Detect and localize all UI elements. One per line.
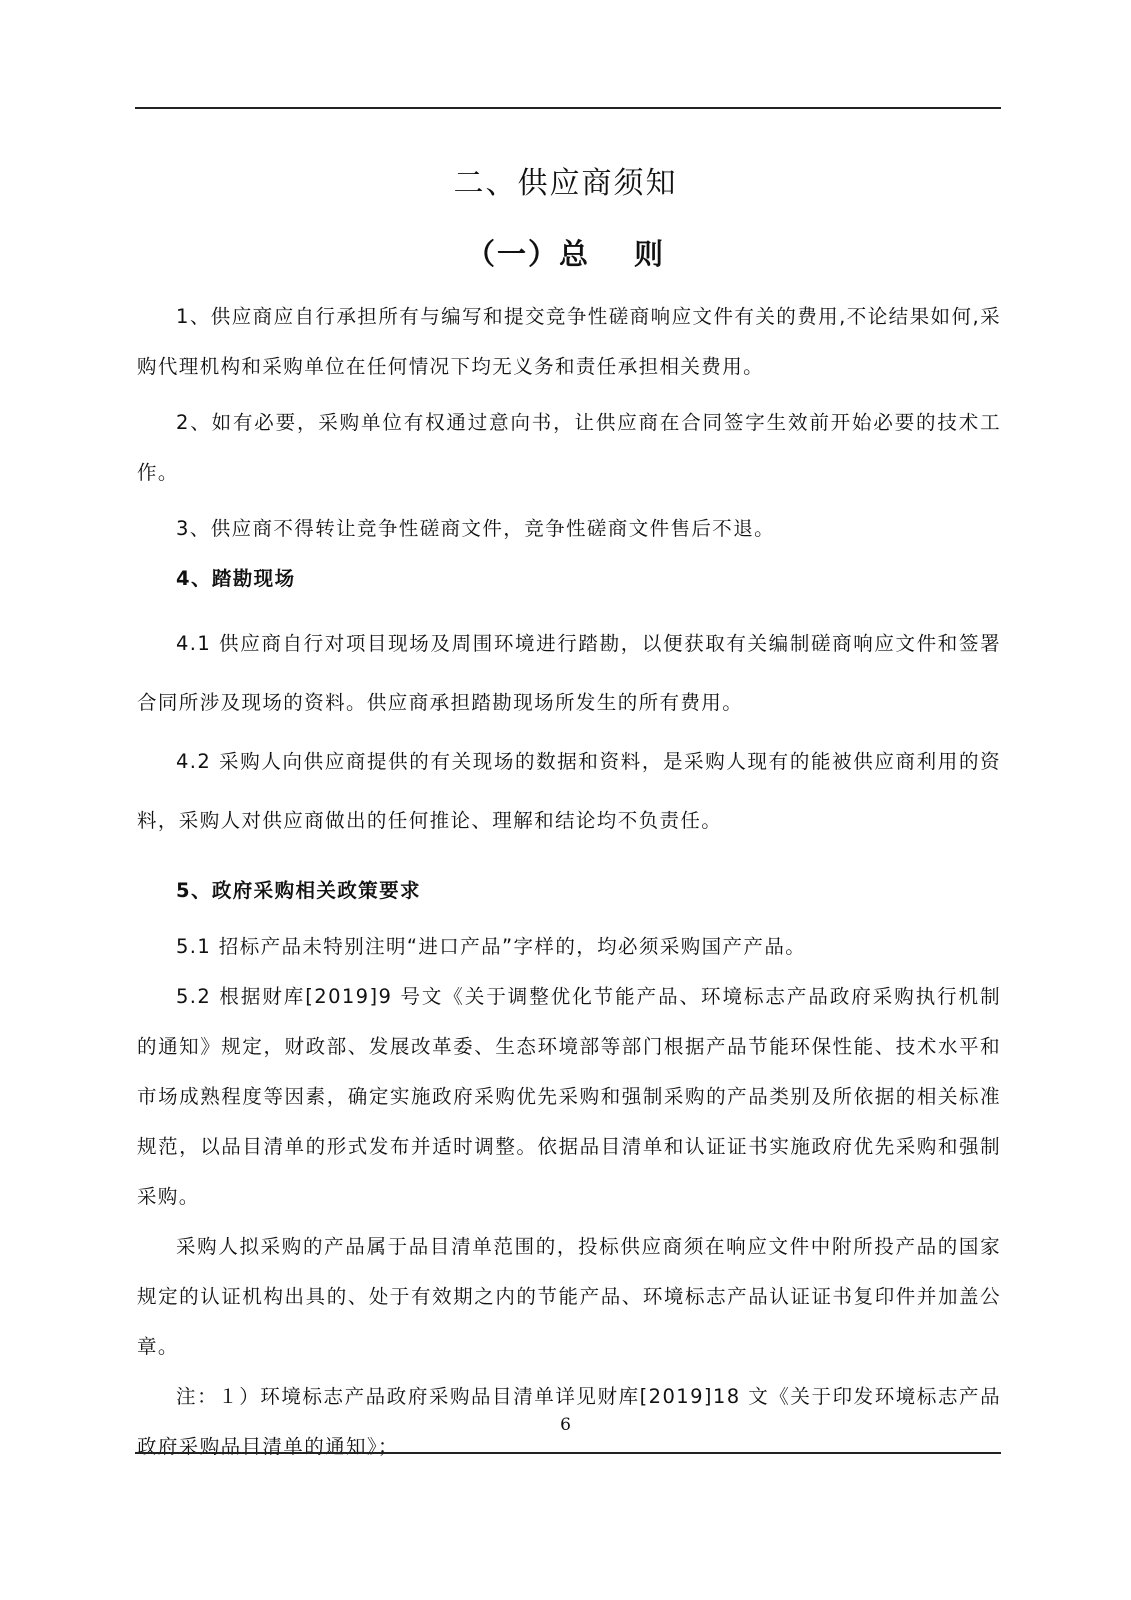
- paragraph-2: 2、如有必要，采购单位有权通过意向书，让供应商在合同签字生效前开始必要的技术工作。: [137, 411, 1001, 484]
- paragraph-3: 3、供应商不得转让竞争性磋商文件，竞争性磋商文件售后不退。: [176, 517, 776, 540]
- paragraph-note: 注：１）环境标志产品政府采购品目清单详见财库[2019]18 文《关于印发环境标志产品政府采购品目清单的通知》；: [137, 1385, 1001, 1458]
- paragraph-4-1: 4.1 供应商自行对项目现场及周围环境进行踏勘，以便获取有关编制磋商响应文件和签署合同所涉及现场的资料。供应商承担踏勘现场所发生的所有费用。: [137, 632, 1001, 714]
- footer-rule: [135, 1452, 1001, 1454]
- paragraph-5-1: 5.1 招标产品未特别注明“进口产品”字样的，均必须采购国产产品。: [176, 935, 807, 958]
- paragraph-5-2: 5.2 根据财库[2019]9 号文《关于调整优化节能产品、环境标志产品政府采购执行机制的通知》规定，财政部、发展改革委、生态环境部等部门根据产品节能环保性能、技术水平和市场成熟程度等因素，确定实施政府采购优先采购和强制采购的产品类别及所依据的相关标准规范，以品目清单的形式发布并适时调整。依据品目清单和认证证书实施政府优先采购和强制采购。: [137, 985, 1001, 1208]
- section-title-part2: 则: [634, 237, 666, 271]
- paragraph-1: 1、供应商应自行承担所有与编写和提交竞争性磋商响应文件有关的费用,不论结果如何,采购代理机构和采购单位在任何情况下均无义务和责任承担相关费用。: [137, 305, 1001, 378]
- heading-site-survey: 4、踏勘现场: [176, 567, 296, 590]
- page-number: 6: [560, 1415, 571, 1435]
- document-body: [137, 292, 1001, 1472]
- paragraph-5-3: 采购人拟采购的产品属于品目清单范围的，投标供应商须在响应文件中附所投产品的国家规定的认证机构出具的、处于有效期之内的节能产品、环境标志产品认证证书复印件并加盖公章。: [137, 1235, 1001, 1358]
- heading-policy-requirements: 5、政府采购相关政策要求: [176, 879, 421, 902]
- section-title: [0, 232, 1131, 273]
- paragraph-4-2: 4.2 采购人向供应商提供的有关现场的数据和资料，是采购人现有的能被供应商利用的资料，采购人对供应商做出的任何推论、理解和结论均不负责任。: [137, 750, 1001, 832]
- chapter-title: 二、供应商须知: [453, 166, 678, 201]
- section-title-part1: （一）总: [465, 237, 590, 271]
- header-rule: [135, 107, 1001, 109]
